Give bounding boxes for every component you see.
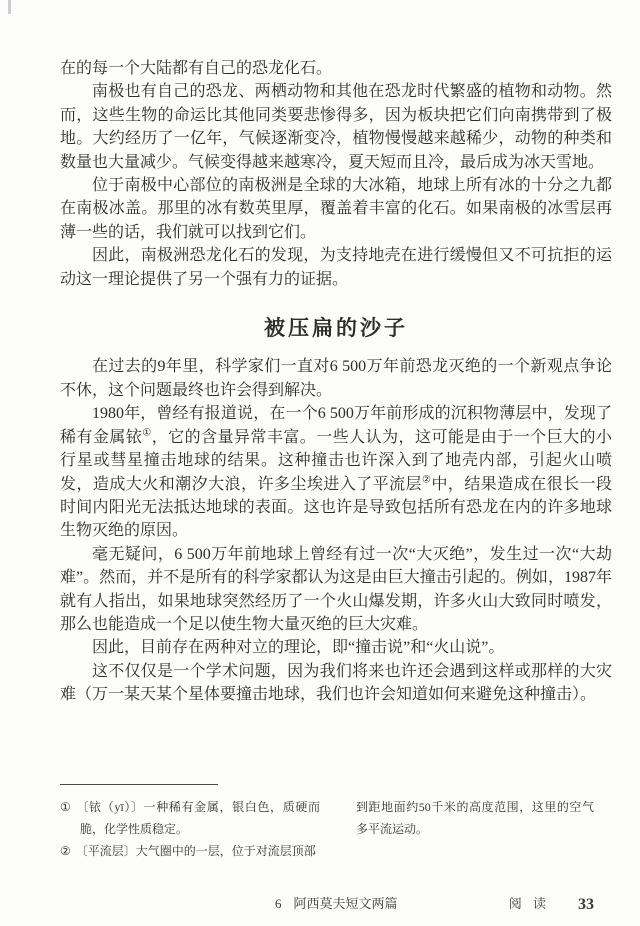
lesson-title: 阿西莫夫短文两篇 (293, 896, 398, 911)
paragraph: 在过去的9年里，科学家们一直对6 500万年前恐龙灭绝的一个新观点争论不休，这个问题最终也许会得到解决。 (60, 358, 612, 399)
footnote-2-text: 〔平流层〕大气圈中的一层，位于对流层顶部 (75, 844, 316, 858)
footnote-1-text: 〔铱（yī）〕一种稀有金属，银白色，质硬而脆，化学性质稳定。 (76, 800, 320, 836)
paragraph-segment: 1980年，曾经有报道说，在一个6 500万年前形成的沉积物薄层中，发现了稀有金属铱 (60, 405, 612, 446)
article-title: 被压扁的沙子 (264, 316, 408, 341)
footnote-1-marker: ① (60, 800, 72, 814)
lesson-number: 6 (275, 896, 282, 911)
footnote-divider (60, 784, 218, 785)
page-body (60, 57, 612, 707)
footnote-1 (60, 796, 320, 840)
paragraph-segment: ，它的含量异常丰富。一些人认为，这可能是由于一个巨大的小行星或彗星撞击地球的结果。这种撞击也许深入到了地壳内部，引起火山喷发，造成大火和潮汐大浪，许多尘埃进入了平流层 (60, 428, 612, 493)
paragraph-with-footnote-refs (60, 402, 612, 542)
section-label: 阅 读 (508, 896, 550, 911)
paragraph-segment: 中，结果造成在很长一段时间内阳光无法抵达地球的表面。这也许是导致包括所有恐龙在内的许多地球生物灭绝的原因。 (60, 475, 612, 540)
footnotes-section (60, 784, 612, 862)
footnote-column-left (60, 796, 320, 862)
page-footer (60, 890, 612, 914)
footer-lesson (275, 893, 398, 912)
paragraph: 位于南极中心部位的南极洲是全球的大冰箱，地球上所有冰的十分之九都在南极冰盖。那里的冰有数英里厚，覆盖着丰富的化石。如果南极的冰雪层再薄一些的话，我们就可以找到它们。 (60, 177, 612, 241)
footnote-2-marker: ② (60, 844, 71, 858)
paragraph: 因此，南极洲恐龙化石的发现，为支持地壳在进行缓慢但又不可抗拒的运动这一理论提供了另一个强有力的证据。 (60, 247, 612, 288)
footnote-2 (60, 840, 320, 862)
scan-artifact (8, 0, 11, 14)
paragraph: 毫无疑问，6 500万年前地球上曾经有过一次“大灭绝”，发生过一次“大劫难”。然而，并不是所有的科学家都认为这是由巨大撞击引起的。例如，1987年就有人指出，如果地球突然经历了一个火山爆发期，许多火山大致同时喷发，那么也能造成一个足以使生物大量灭绝的巨大灾难。 (60, 545, 612, 633)
paragraph: 这不仅仅是一个学术问题，因为我们将来也许还会遇到这样或那样的大灾难（万一某天某个星体要撞击地球，我们也许会知道如何来避免这种撞击）。 (60, 662, 612, 704)
page-number: 33 (578, 896, 594, 913)
footnote-ref-1: ① (142, 427, 152, 439)
footnote-ref-2: ② (422, 474, 432, 486)
footnote-2-continuation: 到距地面约50千米的高度范围，这里的空气多平流运动。 (356, 800, 594, 836)
footnote-columns (60, 796, 612, 862)
paragraph: 因此，目前存在两种对立的理论，即“撞击说”和“火山说”。 (92, 639, 505, 657)
paragraph: 南极也有自己的恐龙、两栖动物和其他在恐龙时代繁盛的植物和动物。然而，这些生物的命运比其他同类要悲惨得多，因为板块把它们向南携带到了极地。大约经历了一亿年，气候逐渐变冷，植物慢慢越来越稀少，动物的种类和数量也大量减少。气候变得越来越寒冷，夏天短而且冷，最后成为冰天雪地。 (60, 83, 612, 171)
footnote-column-right (356, 796, 594, 862)
paragraph-continuation: 在的每一个大陆都有自己的恐龙化石。 (60, 60, 333, 77)
